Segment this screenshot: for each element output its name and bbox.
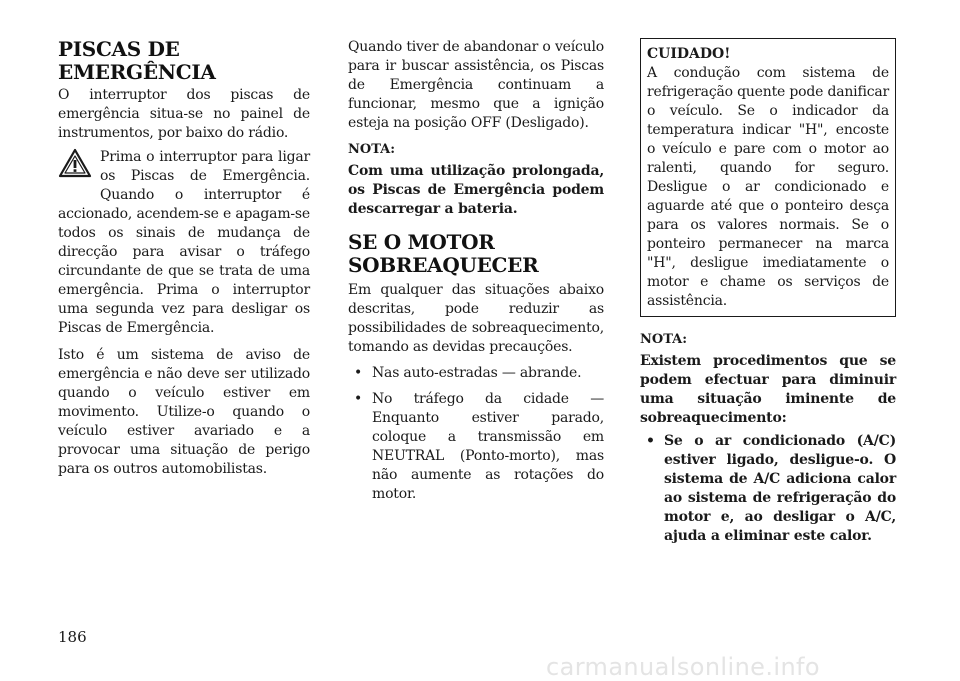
overheat-procedures-list xyxy=(640,432,896,546)
caution-box xyxy=(640,38,896,317)
section-heading-overheat: SE O MOTOR SOBREAQUECER xyxy=(348,230,539,277)
footer-watermark: carmanualsonline.info xyxy=(546,653,820,681)
list-item: • Nas auto-estradas — abrande. xyxy=(348,364,604,383)
list-item: • Se o ar condicionado (A/C) estiver ligado, desligue-o. O sistema de A/C adiciona calor ao sistema de refrigeração do motor e, ao desligar o A/C, ajuda a eliminar este calor. xyxy=(640,432,896,546)
column-right xyxy=(640,0,896,546)
paragraph-hazard-warning: Isto é um sistema de aviso de emergência e não deve ser utilizado quando o veículo estiver em movimento. Utilize-o quando o veículo estiver avariado e a provocar uma situação de perigo para os outros automobilistas. xyxy=(58,347,310,477)
warning-paragraph-block xyxy=(58,148,310,338)
paragraph-hazard-location: O interruptor dos piscas de emergência situa-se no painel de instrumentos, por baixo do rádio. xyxy=(58,87,310,141)
overheat-precautions-list xyxy=(348,364,604,504)
paragraph-overheat-intro: Em qualquer das situações abaixo descritas, pode reduzir as possibilidades de sobreaquecimento, tomando as devidas precauções. xyxy=(348,282,604,355)
list-item: • No tráfego da cidade — Enquanto estiver parado, coloque a transmissão em NEUTRAL (Ponto-morto), mas não aumente as rotações do motor. xyxy=(348,390,604,504)
column-middle xyxy=(348,0,604,504)
nota-label: NOTA: xyxy=(640,332,688,347)
paragraph-hazard-operation xyxy=(58,148,310,338)
nota-battery-text: Com uma utilização prolongada, os Piscas de Emergência podem descarregar a bateria. xyxy=(348,163,604,217)
paragraph-hazard-ignition-off: Quando tiver de abandonar o veículo para ir buscar assistência, os Piscas de Emergência continuam a funcionar, mesmo que a ignição esteja na posição OFF (Desligado). xyxy=(348,39,604,131)
warning-triangle-icon xyxy=(58,148,92,178)
nota-label: NOTA: xyxy=(348,142,396,157)
caution-text: A condução com sistema de refrigeração quente pode danificar o veículo. Se o indicador da temperatura indicar "H", encoste o veículo e pare com o motor ao ralenti, quando for seguro. Desligue o ar condicionado e aguarde até que o ponteiro desça para os valores normais. Se o ponteiro permanecer na marca "H", desligue imediatamente o motor e chame os serviços de assistência. xyxy=(647,65,889,309)
paragraph-hazard-operation-text: Prima o interruptor para ligar os Piscas de Emergência. Quando o interruptor é accionado, acendem-se e apagam-se todos os sinais de mudança de direcção para avisar o tráfego circundante de que se trata de uma emergência. Prima o interruptor uma segunda vez para desligar os Piscas de Emergência. xyxy=(58,149,310,336)
nota-overheat-procedures: Existem procedimentos que se podem efectuar para diminuir uma situação iminente de sobreaquecimento: xyxy=(640,353,896,426)
column-left xyxy=(58,0,310,479)
page-number: 186 xyxy=(58,628,87,646)
section-heading-hazard: PISCAS DE EMERGÊNCIA xyxy=(58,37,216,84)
caution-title: CUIDADO! xyxy=(647,46,731,62)
